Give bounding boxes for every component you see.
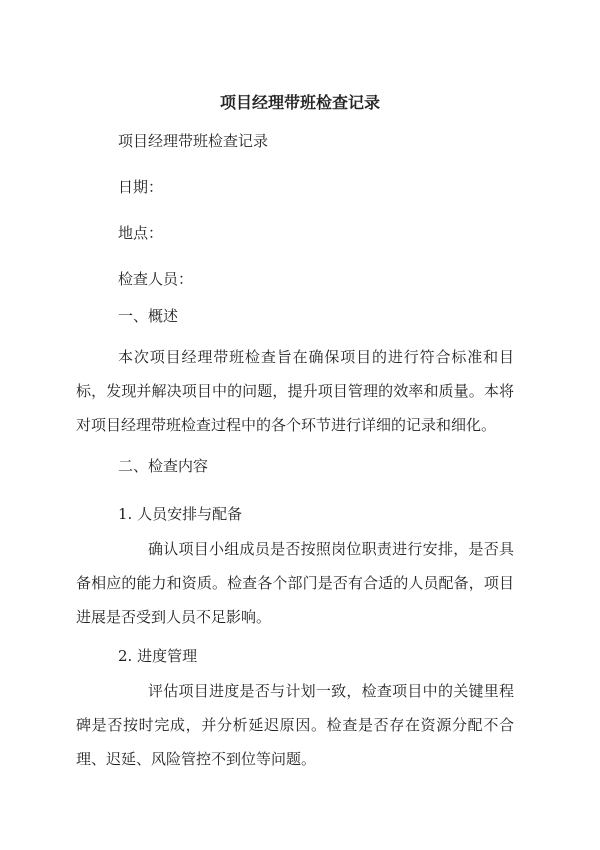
subtitle: 项目经理带班检查记录	[118, 132, 269, 150]
inspector-label: 检查人员：	[118, 270, 194, 288]
date-label: 日期：	[118, 178, 164, 196]
item-1-heading: 1. 人员安排与配备	[118, 505, 243, 523]
section-1-heading: 一、概述	[118, 307, 179, 325]
item-1-body: 确认项目小组成员是否按照岗位职责进行安排，是否具备相应的能力和资质。检查各个部门是否有合适的人员配备，项目进展是否受到人员不足影响。	[76, 540, 514, 626]
item-2-heading: 2. 进度管理	[118, 647, 198, 665]
location-label: 地点：	[118, 224, 164, 242]
document-title: 项目经理带班检查记录	[219, 93, 380, 112]
section-1-body: 本次项目经理带班检查旨在确保项目的进行符合标准和目标，发现并解决项目中的问题，提升项目管理的效率和质量。本将对项目经理带班检查过程中的各个环节进行详细的记录和细化。	[76, 348, 514, 434]
section-2-heading: 二、检查内容	[118, 457, 209, 475]
item-2-body: 评估项目进度是否与计划一致，检查项目中的关键里程碑是否按时完成，并分析延迟原因。检查是否存在资源分配不合理、迟延、风险管控不到位等问题。	[76, 682, 514, 768]
